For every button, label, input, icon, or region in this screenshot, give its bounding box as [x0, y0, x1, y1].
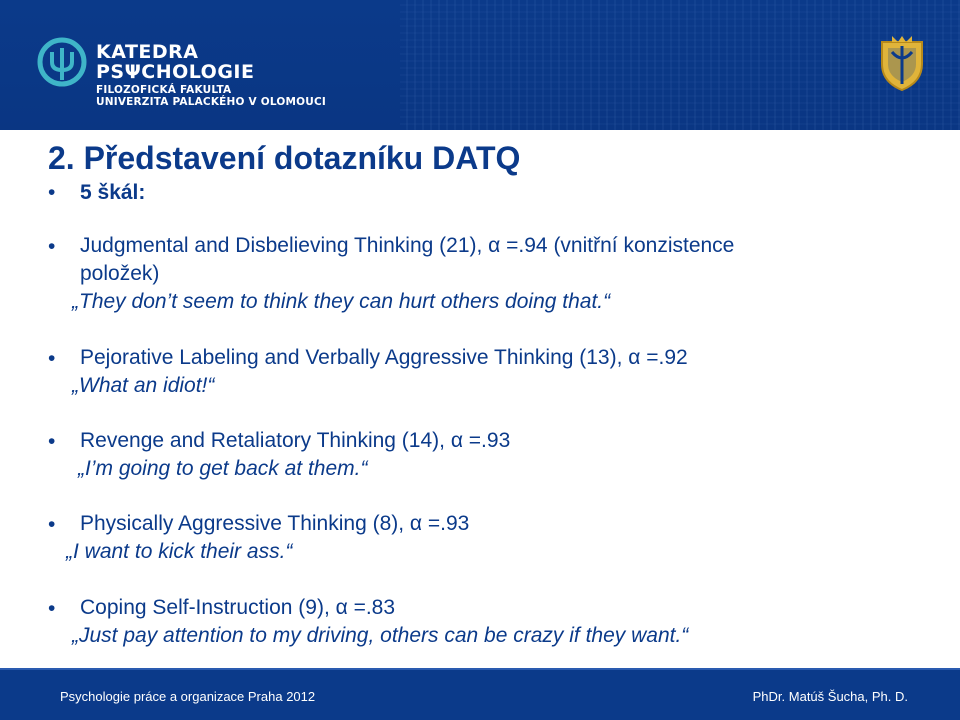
department-logo-text	[96, 42, 326, 108]
bullet-dot: •	[48, 513, 56, 536]
scale-item-1-text: Judgmental and Disbelieving Thinking (21), α =.94 (vnitřní konzistence	[80, 234, 735, 257]
bullet-dot: •	[48, 181, 56, 204]
scale-item-2-text: Pejorative Labeling and Verbally Aggressive Thinking (13), α =.92	[80, 346, 688, 369]
logo-line-university: UNIVERZITA PALACKÉHO V OLOMOUCI	[96, 96, 326, 108]
header-banner	[0, 0, 960, 130]
scale-item-4-quote: „I want to kick their ass.“	[66, 540, 293, 563]
logo-line-psychologie: PSΨCHOLOGIE	[96, 61, 255, 83]
scale-item-5-quote: „Just pay attention to my driving, others can be crazy if they want.“	[72, 624, 689, 647]
scale-item-2-quote: „What an idiot!“	[72, 374, 215, 397]
logo-line-faculty: FILOZOFICKÁ FAKULTA	[96, 84, 232, 96]
university-crest-icon	[878, 36, 926, 92]
psi-logo-icon	[36, 36, 88, 88]
header-pattern	[400, 0, 960, 130]
intro-text: 5 škál:	[80, 181, 146, 204]
bullet-dot: •	[48, 235, 56, 258]
footer-author: PhDr. Matúš Šucha, Ph. D.	[752, 689, 908, 704]
bullet-dot: •	[48, 597, 56, 620]
footer-event: Psychologie práce a organizace Praha 2012	[60, 689, 316, 704]
scale-item-1-quote: „They don’t seem to think they can hurt others doing that.“	[72, 290, 611, 313]
scale-item-3-text: Revenge and Retaliatory Thinking (14), α =.93	[80, 429, 511, 452]
scale-item-1-text-cont: položek)	[80, 262, 160, 285]
scale-item-5-text: Coping Self-Instruction (9), α =.83	[80, 596, 396, 619]
scale-item-3-quote: „I’m going to get back at them.“	[78, 457, 368, 480]
scale-item-4-text: Physically Aggressive Thinking (8), α =.93	[80, 512, 470, 535]
bullet-dot: •	[48, 347, 56, 370]
slide-title: 2. Představení dotazníku DATQ	[48, 140, 521, 176]
logo-line-katedra: KATEDRA	[96, 41, 199, 63]
footer-bar	[0, 668, 960, 720]
bullet-dot: •	[48, 430, 56, 453]
